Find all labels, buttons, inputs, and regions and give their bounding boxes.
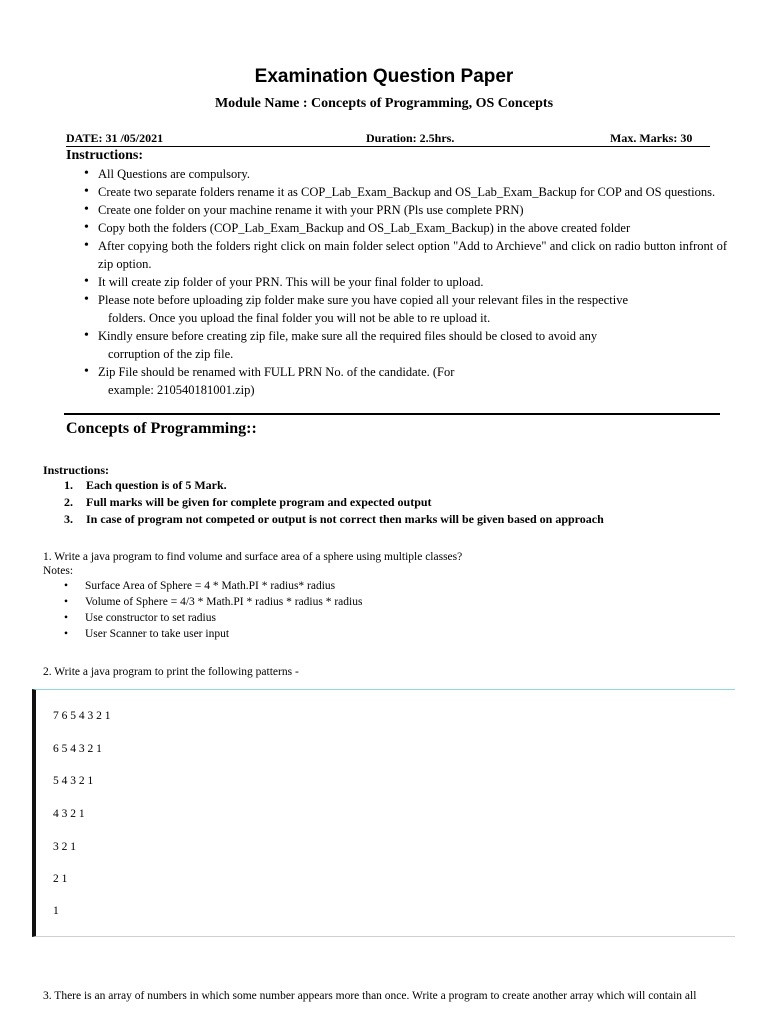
instruction-item	[84, 273, 727, 291]
instruction-item	[84, 327, 727, 363]
instruction-item	[84, 219, 727, 237]
item-text: Each question is of 5 Mark.	[86, 478, 227, 492]
exam-date: DATE: 31 /05/2021	[66, 131, 164, 145]
instruction-text: All Questions are compulsory.	[98, 167, 250, 181]
instruction-item	[84, 237, 727, 273]
instruction-text: It will create zip folder of your PRN. This will be your final folder to upload.	[98, 275, 484, 289]
page-title: Examination Question Paper	[254, 66, 514, 87]
question-1	[43, 550, 462, 578]
instruction-item	[84, 165, 727, 183]
pattern-line: 1	[53, 905, 59, 917]
pattern-line: 2 1	[53, 873, 68, 885]
question-1-notes	[64, 578, 362, 642]
section-divider	[64, 413, 720, 415]
instruction-text: Create one folder on your machine rename it with your PRN (Pls use complete PRN)	[98, 203, 524, 217]
section-title-cop: Concepts of Programming::	[66, 420, 257, 437]
pattern-line: 4 3 2 1	[53, 808, 85, 820]
instruction-item	[84, 291, 727, 327]
instruction-text-continued: corruption of the zip file.	[108, 347, 234, 361]
note-item: • Volume of Sphere = 4/3 * Math.PI * radius * radius * radius	[64, 594, 362, 610]
question-3-text: 3. There is an array of numbers in which some number appears more than once. Write a program to create another array which will contain all	[43, 990, 697, 1002]
instruction-text: Copy both the folders (COP_Lab_Exam_Backup and OS_Lab_Exam_Backup) in the above created folder	[98, 221, 631, 235]
pattern-block	[32, 689, 735, 937]
item-text: In case of program not competed or output is not correct then marks will be given based on approach	[86, 512, 604, 526]
module-name: Module Name : Concepts of Programming, OS Concepts	[214, 96, 554, 111]
question-1-text: 1. Write a java program to find volume and surface area of a sphere using multiple classes?	[43, 551, 463, 563]
pattern-line: 5 4 3 2 1	[53, 775, 94, 787]
pattern-line: 6 5 4 3 2 1	[53, 743, 102, 755]
cop-instructions-list	[64, 477, 604, 528]
instruction-text: After copying both the folders right click on main folder select option "Add to Archieve" and click on radio button infront of zip option.	[98, 239, 727, 271]
question-1-notes-label: Notes:	[43, 565, 74, 577]
instructions-list	[84, 165, 727, 399]
exam-max-marks: Max. Marks: 30	[610, 131, 693, 145]
instruction-text-continued: example: 210540181001.zip)	[108, 383, 255, 397]
cop-instruction-item	[64, 494, 604, 511]
item-text: Full marks will be given for complete program and expected output	[86, 495, 432, 509]
instruction-text: Kindly ensure before creating zip file, make sure all the required files should be closed to avoid any	[98, 329, 598, 343]
note-item: • User Scanner to take user input	[64, 626, 362, 642]
instructions-heading: Instructions:	[66, 148, 144, 163]
instruction-text: Please note before uploading zip folder make sure you have copied all your relevant files in the respective	[98, 293, 629, 307]
item-number: 2.	[64, 495, 73, 509]
instruction-item	[84, 363, 727, 399]
instruction-text: Create two separate folders rename it as COP_Lab_Exam_Backup and OS_Lab_Exam_Backup for COP and OS questions.	[98, 185, 716, 199]
exam-meta-row	[66, 131, 710, 147]
cop-instruction-item	[64, 477, 604, 494]
pattern-line: 3 2 1	[53, 841, 76, 853]
cop-instruction-item	[64, 511, 604, 528]
item-number: 1.	[64, 478, 73, 492]
exam-duration: Duration: 2.5hrs.	[366, 131, 455, 145]
instruction-item	[84, 183, 727, 201]
question-2-text: 2. Write a java program to print the following patterns -	[43, 666, 299, 678]
pattern-line: 7 6 5 4 3 2 1	[53, 710, 111, 722]
note-item: • Surface Area of Sphere = 4 * Math.PI * radius* radius	[64, 578, 362, 594]
instruction-item	[84, 201, 727, 219]
instruction-text-continued: folders. Once you upload the final folder you will not be able to re upload it.	[108, 311, 491, 325]
cop-instructions-heading: Instructions:	[43, 463, 110, 477]
note-item: • Use constructor to set radius	[64, 610, 362, 626]
instruction-text: Zip File should be renamed with FULL PRN No. of the candidate. (For	[98, 365, 455, 379]
item-number: 3.	[64, 512, 73, 526]
